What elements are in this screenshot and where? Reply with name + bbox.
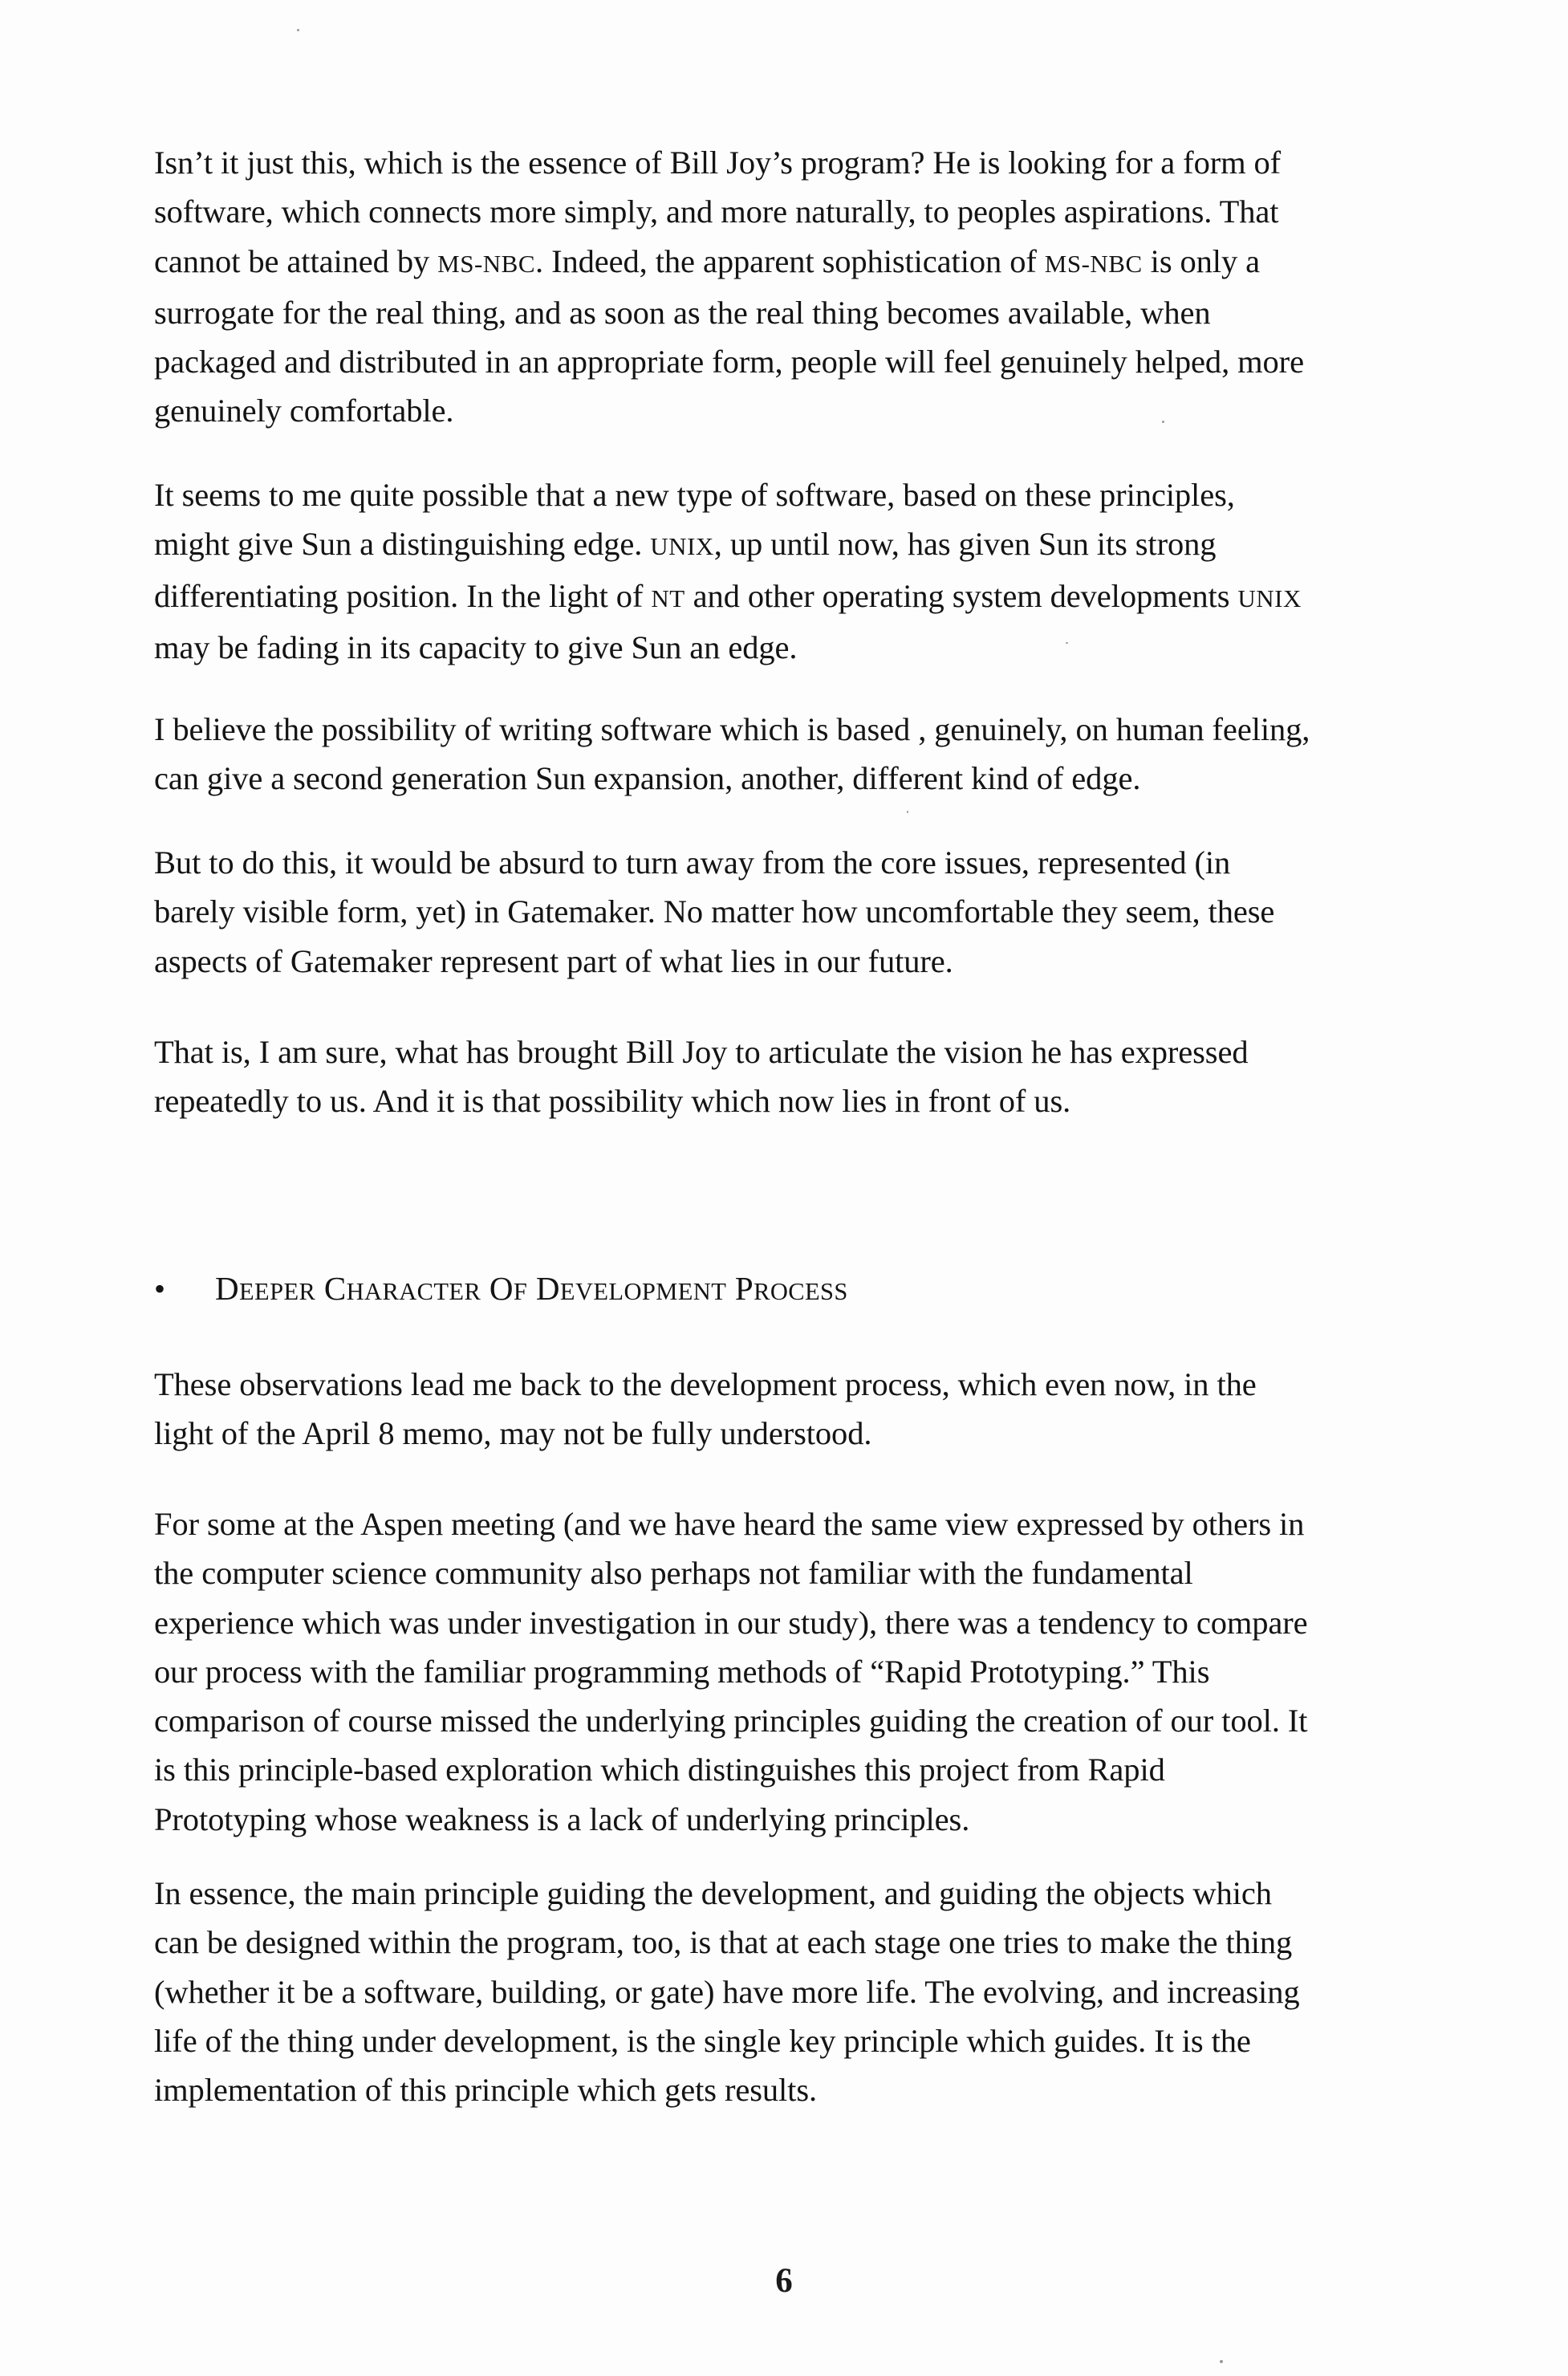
text-line: packaged and distributed in an appropriate form, people will feel genuinely helped, more bbox=[154, 344, 1304, 380]
text-line: surrogate for the real thing, and as soon as the real thing becomes available, when bbox=[154, 294, 1211, 331]
text-line: comparison of course missed the underlying principles guiding the creation of our tool. It bbox=[154, 1703, 1308, 1739]
text-line: Isn’t it just this, which is the essence of Bill Joy’s program? He is looking for a form of bbox=[154, 144, 1282, 181]
small-caps-term: NT bbox=[651, 584, 685, 612]
scan-speck bbox=[907, 811, 908, 813]
small-caps-term: MS-NBC bbox=[437, 249, 536, 278]
section-heading bbox=[154, 1263, 848, 1316]
text-segment: and other operating system developments bbox=[684, 577, 1238, 614]
text-line bbox=[154, 572, 1550, 623]
bullet-icon: • bbox=[154, 1271, 166, 1307]
text-line: can give a second generation Sun expansion, another, different kind of edge. bbox=[154, 760, 1141, 797]
text-line: repeatedly to us. And it is that possibility which now lies in front of us. bbox=[154, 1083, 1071, 1120]
text-line: barely visible form, yet) in Gatemaker. No matter how uncomfortable they seem, these bbox=[154, 893, 1275, 930]
heading-word: DEVELOPMENT bbox=[535, 1270, 727, 1307]
text-line: In essence, the main principle guiding the development, and guiding the objects which bbox=[154, 1875, 1272, 1911]
text-line: genuinely comfortable. bbox=[154, 393, 454, 429]
text-line: It seems to me quite possible that a new type of software, based on these principles, bbox=[154, 477, 1235, 513]
text-segment: . Indeed, the apparent sophistication of bbox=[535, 242, 1045, 279]
paragraph-bill-joy-vision bbox=[154, 1027, 1550, 1126]
scan-speck bbox=[1220, 2360, 1223, 2363]
text-segment: might give Sun a distinguishing edge. bbox=[154, 526, 651, 563]
text-line: is this principle-based exploration which distinguishes this project from Rapid bbox=[154, 1751, 1165, 1788]
scan-speck bbox=[297, 29, 299, 31]
text-line: I believe the possibility of writing software which is based , genuinely, on human feeling, bbox=[154, 711, 1310, 747]
text-line bbox=[154, 519, 1550, 571]
small-caps-term: UNIX bbox=[650, 532, 714, 561]
paragraph-main-principle bbox=[154, 1869, 1550, 2114]
text-line: life of the thing under development, is the single key principle which guides. It is the bbox=[154, 2022, 1251, 2059]
small-caps-term: MS-NBC bbox=[1044, 249, 1143, 278]
text-line: These observations lead me back to the development process, which even now, in the bbox=[154, 1366, 1257, 1402]
paragraph-gatemaker-core-issues bbox=[154, 838, 1550, 986]
text-line bbox=[154, 237, 1550, 288]
text-line: can be designed within the program, too, is that at each stage one tries to make the thing bbox=[154, 1924, 1293, 1961]
text-segment: cannot be attained by bbox=[154, 242, 438, 279]
heading-word: PROCESS bbox=[734, 1270, 848, 1307]
scan-speck bbox=[1162, 421, 1164, 423]
text-line: implementation of this principle which gets results. bbox=[154, 2072, 818, 2109]
heading-word: OF bbox=[489, 1270, 528, 1307]
paragraph-human-feeling-software bbox=[154, 705, 1550, 804]
heading-title bbox=[215, 1270, 848, 1307]
text-line: light of the April 8 memo, may not be fully understood. bbox=[154, 1415, 872, 1452]
text-line: our process with the familiar programming methods of “Rapid Prototyping.” This bbox=[154, 1653, 1210, 1690]
text-line: (whether it be a software, building, or gate) have more life. The evolving, and increasing bbox=[154, 1973, 1300, 2010]
scan-speck bbox=[1066, 642, 1068, 644]
text-segment: , up until now, has given Sun its strong bbox=[713, 526, 1217, 563]
heading-word: DEEPER bbox=[215, 1270, 316, 1307]
paragraph-bill-joy-program bbox=[154, 138, 1550, 436]
paragraph-sun-distinguishing-edge bbox=[154, 470, 1550, 672]
paragraph-development-process bbox=[154, 1360, 1550, 1459]
text-line: That is, I am sure, what has brought Bill Joy to articulate the vision he has expressed bbox=[154, 1034, 1249, 1070]
text-line: aspects of Gatemaker represent part of what lies in our future. bbox=[154, 942, 953, 979]
text-line: software, which connects more simply, and more naturally, to peoples aspirations. That bbox=[154, 193, 1279, 230]
text-segment: differentiating position. In the light of bbox=[154, 577, 652, 614]
text-line: Prototyping whose weakness is a lack of underlying principles. bbox=[154, 1800, 970, 1837]
paragraph-rapid-prototyping bbox=[154, 1499, 1550, 1844]
text-segment: is only a bbox=[1142, 242, 1261, 279]
text-line: the computer science community also perhaps not familiar with the fundamental bbox=[154, 1555, 1193, 1592]
small-caps-term: UNIX bbox=[1237, 584, 1302, 612]
text-line: may be fading in its capacity to give Sun an edge. bbox=[154, 629, 798, 665]
text-line: For some at the Aspen meeting (and we have heard the same view expressed by others in bbox=[154, 1506, 1305, 1542]
text-line: But to do this, it would be absurd to turn away from the core issues, represented (in bbox=[154, 844, 1231, 881]
heading-word: CHARACTER bbox=[323, 1270, 481, 1307]
text-line: experience which was under investigation in our study), there was a tendency to compare bbox=[154, 1604, 1308, 1641]
page-number: 6 bbox=[775, 2262, 793, 2300]
